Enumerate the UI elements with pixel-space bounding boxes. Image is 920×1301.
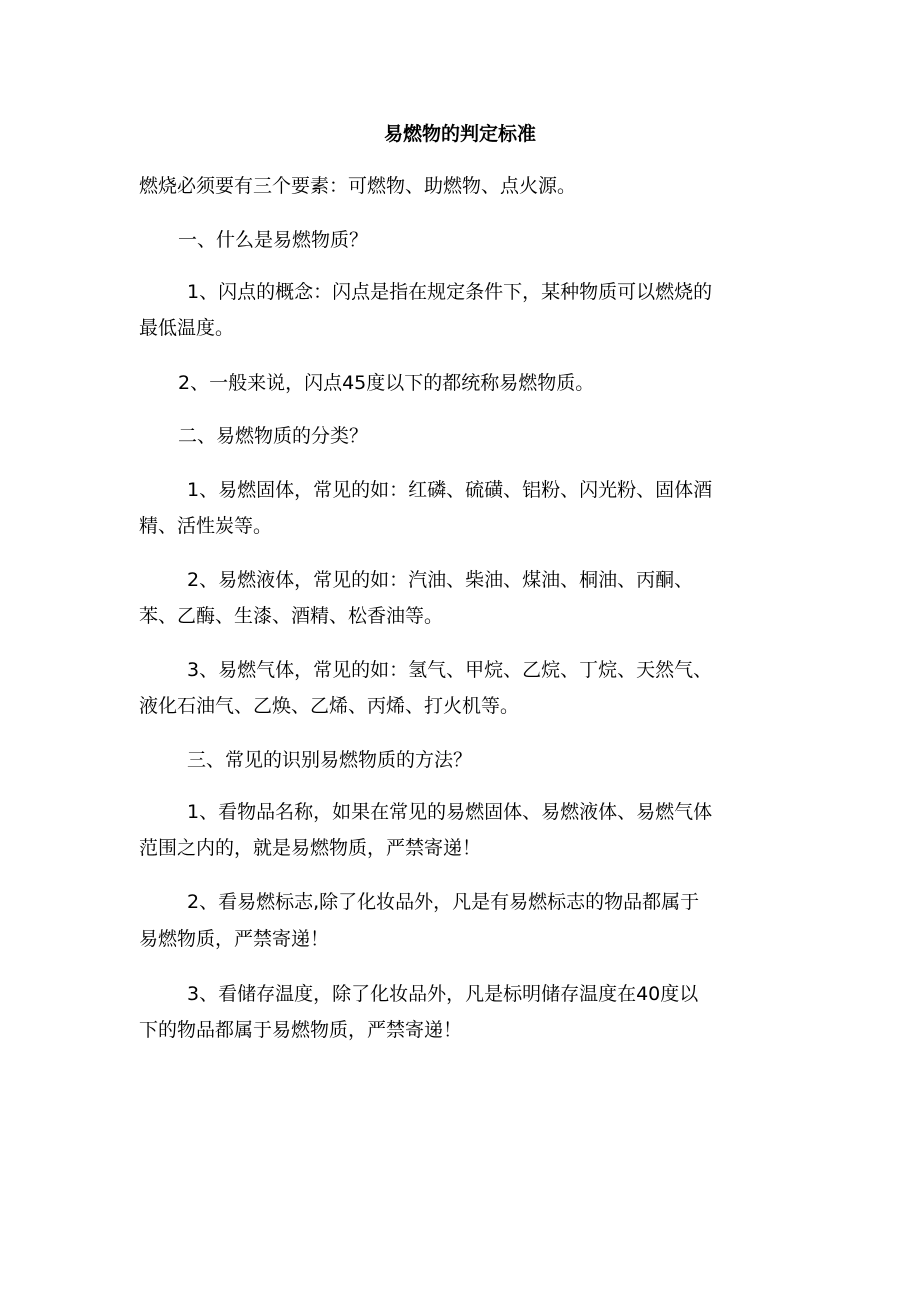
document-title: 易燃物的判定标准 bbox=[383, 123, 536, 145]
intro-paragraph: 燃烧必须要有三个要素：可燃物、助燃物、点火源。 bbox=[139, 175, 577, 197]
section-3-item-3-line-2: 下的物品都属于易燃物质，严禁寄递！ bbox=[139, 1019, 463, 1041]
section-2-heading: 二、易燃物质的分类？ bbox=[178, 425, 369, 447]
section-2-item-3-line-1: 3、易燃气体，常见的如：氢气、甲烷、乙烷、丁烷、天然气、 bbox=[187, 659, 713, 681]
section-1-item-1-line-2: 最低温度。 bbox=[139, 317, 235, 339]
section-2-item-3-line-2: 液化石油气、乙焕、乙烯、丙烯、打火机等。 bbox=[139, 695, 520, 717]
section-3-item-3-line-1: 3、看储存温度，除了化妆品外，凡是标明储存温度在40度以 bbox=[187, 983, 699, 1005]
section-2-item-1-line-2: 精、活性炭等。 bbox=[139, 515, 273, 537]
section-3-item-1-line-1: 1、看物品名称，如果在常见的易燃固体、易燃液体、易燃气体 bbox=[187, 801, 713, 823]
section-1-item-1-line-1: 1、闪点的概念：闪点是指在规定条件下，某种物质可以燃烧的 bbox=[187, 281, 713, 303]
section-1-heading: 一、什么是易燃物质？ bbox=[178, 229, 369, 251]
section-3-item-1-line-2: 范围之内的，就是易燃物质，严禁寄递！ bbox=[139, 837, 482, 859]
section-1-item-2-line-1: 2、一般来说，闪点45度以下的都统称易燃物质。 bbox=[178, 372, 595, 394]
section-3-heading: 三、常见的识别易燃物质的方法？ bbox=[187, 749, 473, 771]
section-2-item-1-line-1: 1、易燃固体，常见的如：红磷、硫磺、铝粉、闪光粉、固体酒 bbox=[187, 479, 713, 501]
section-3-item-2-line-1: 2、看易燃标志,除了化妆品外，凡是有易燃标志的物品都属于 bbox=[187, 891, 700, 913]
section-2-item-2-line-2: 苯、乙酶、生漆、酒精、松香油等。 bbox=[139, 605, 444, 627]
section-2-item-2-line-1: 2、易燃液体，常见的如：汽油、柴油、煤油、桐油、丙酮、 bbox=[187, 569, 694, 591]
section-3-item-2-line-2: 易燃物质，严禁寄递！ bbox=[139, 928, 330, 950]
